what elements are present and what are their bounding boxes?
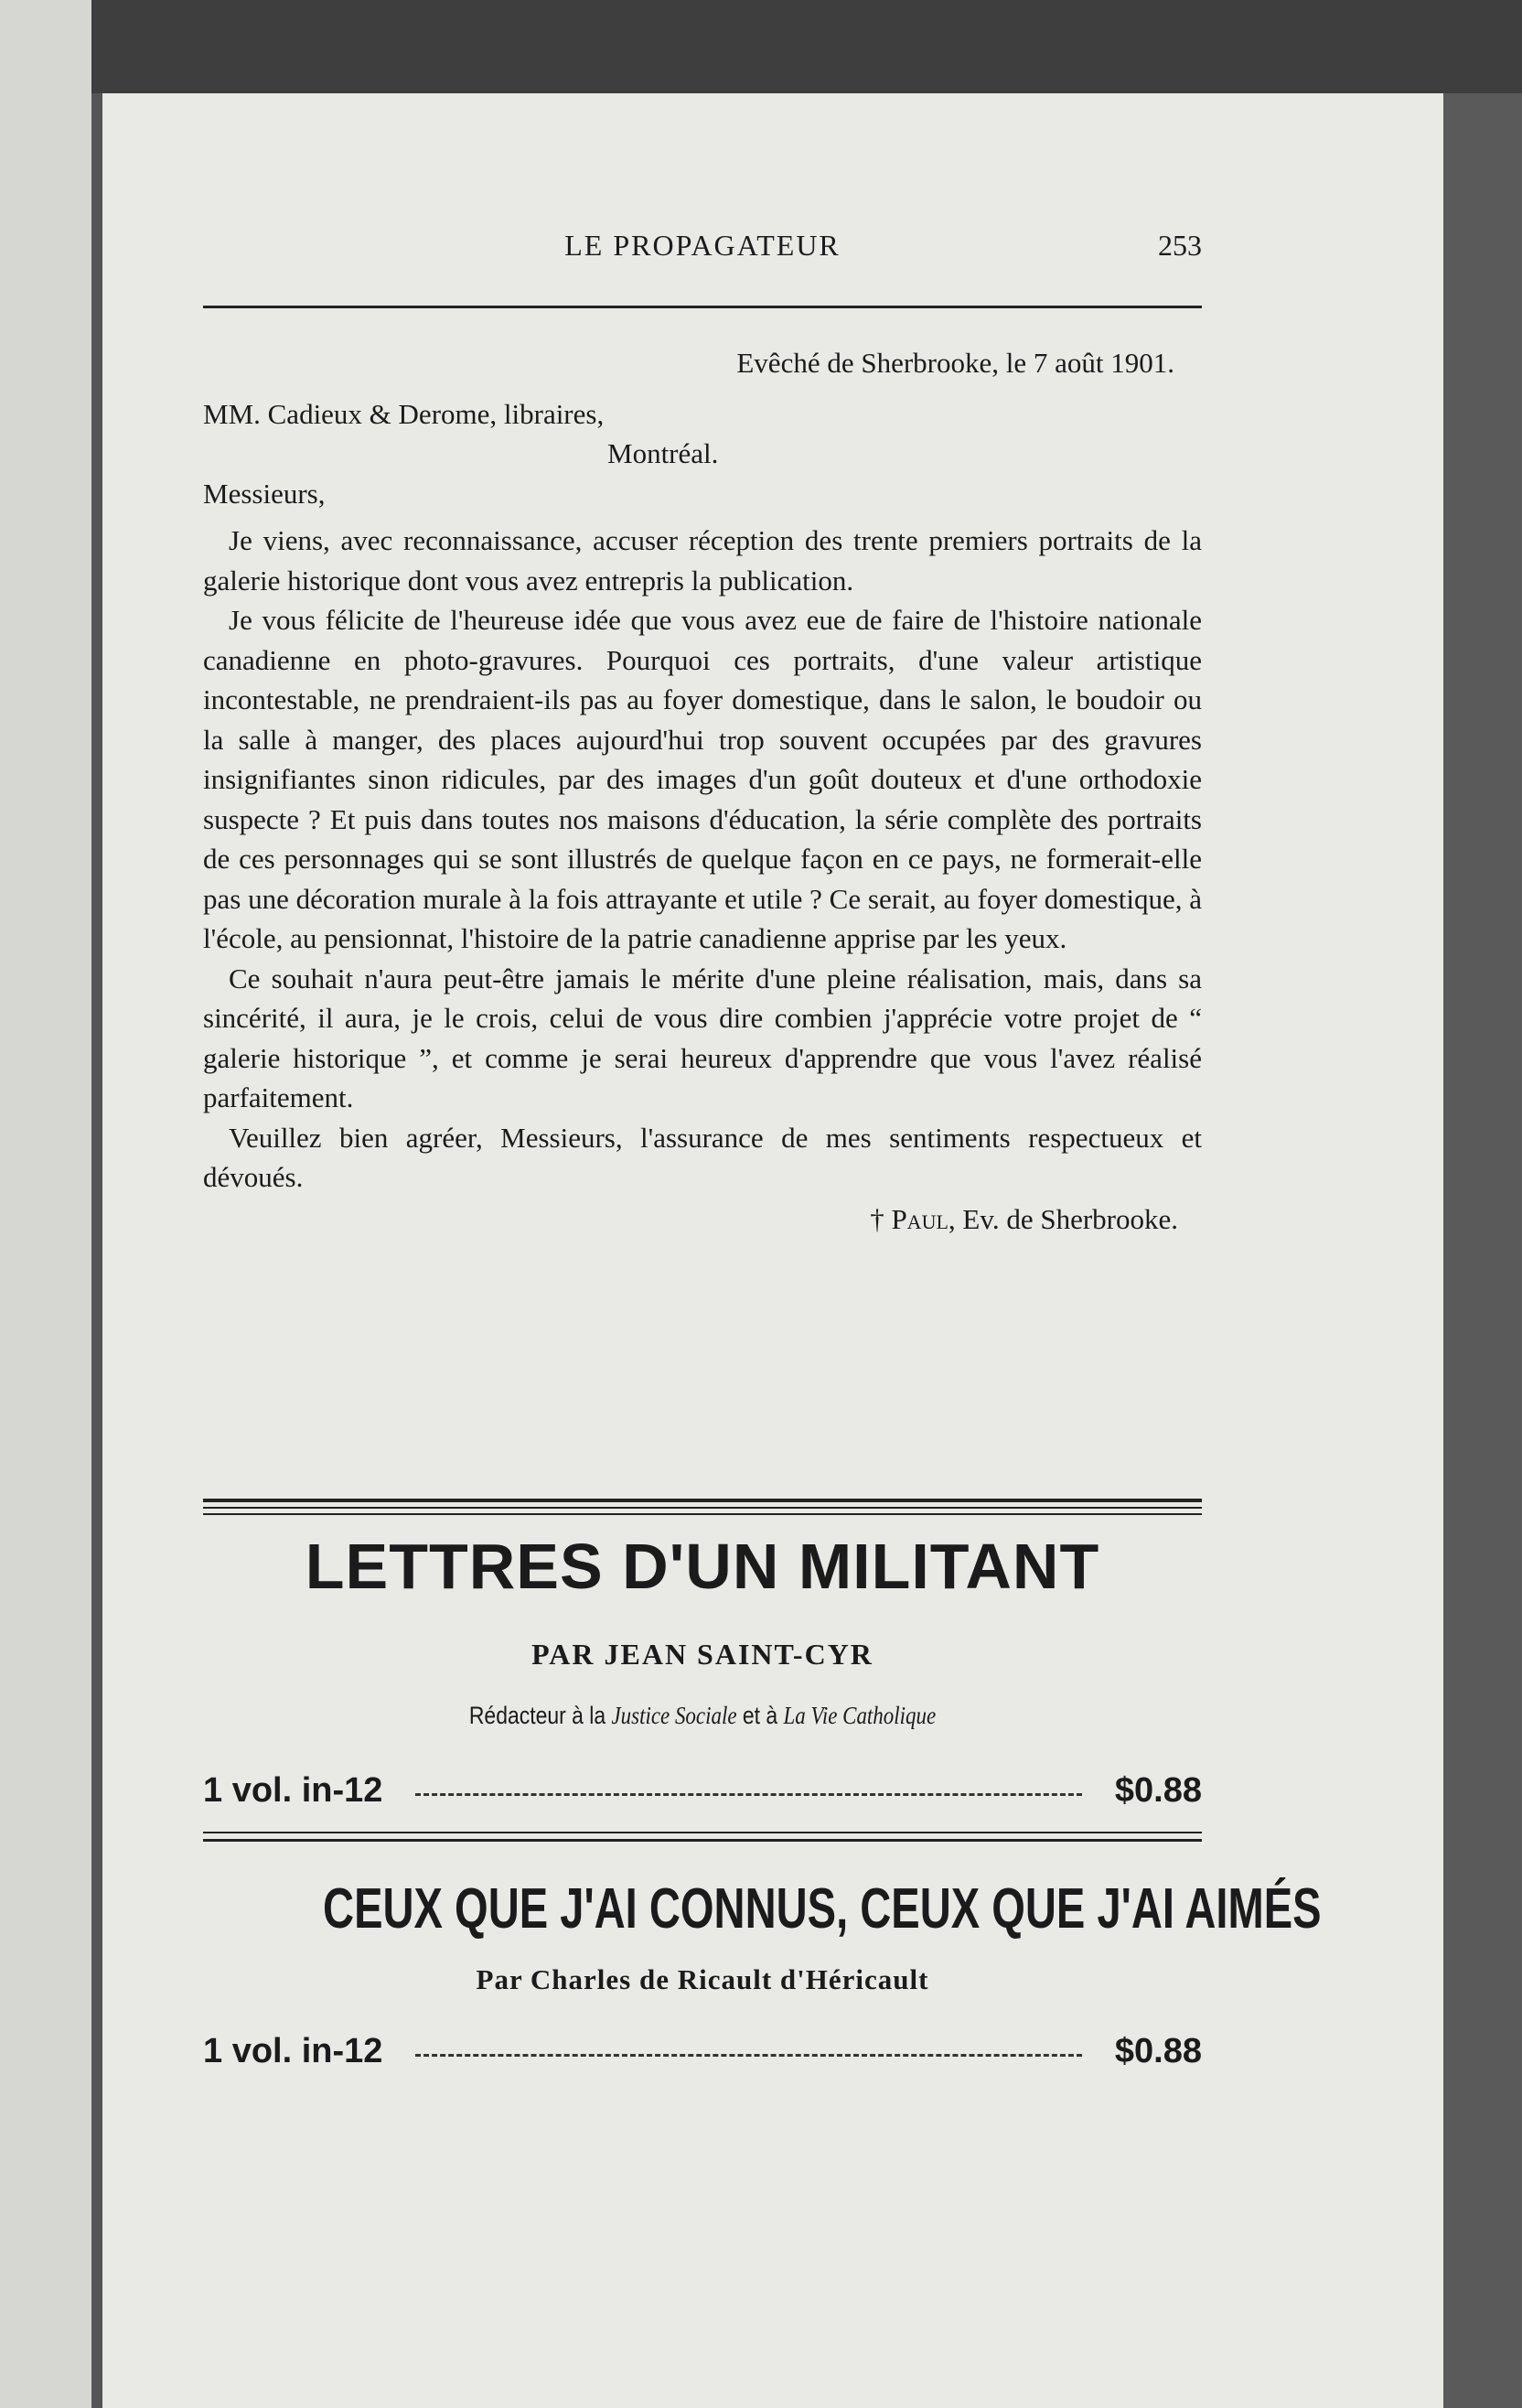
ad-price-line	[203, 1768, 1202, 1812]
dotted-leader	[415, 1793, 1082, 1796]
header-rule	[203, 306, 1202, 308]
book-price: $0.88	[1114, 2031, 1202, 2070]
ad-book-title: LETTRES D'UN MILITANT	[305, 1531, 1100, 1602]
letter-salutation: Messieurs,	[203, 477, 326, 510]
publication-name: Justice Sociale	[611, 1702, 737, 1729]
ad-book-subtitle	[278, 1702, 1127, 1730]
ad-separator-rule	[203, 1507, 1202, 1509]
running-header	[203, 229, 1202, 274]
signature-title: , Ev. de Sherbrooke.	[948, 1202, 1178, 1235]
cross-symbol: †	[870, 1202, 884, 1235]
ad-separator-rule	[203, 1499, 1202, 1502]
scan-left-background	[0, 0, 91, 2408]
ad-separator-rule	[203, 1832, 1202, 1833]
letter-paragraph: Ce souhait n'aura peut-être jamais le mérite d'une pleine réalisation, mais, dans sa sincérité, il aura, je le crois, celui de vous dire combien j'apprécie votre projet de “ galerie historique ”, et comme je serai heureux d'apprendre que vous l'avez réalisé parfaitement.	[203, 962, 1202, 1113]
publication-name: La Vie Catholique	[783, 1702, 937, 1729]
ad-separator-rule	[203, 1513, 1202, 1515]
ad-price-line	[203, 2029, 1202, 2073]
letter-paragraph: Veuillez bien agréer, Messieurs, l'assurance de mes sentiments respectueux et dévoués.	[203, 1121, 1202, 1193]
letter-signature	[203, 1199, 1202, 1240]
letter-city: Montréal.	[607, 437, 719, 469]
dotted-leader	[415, 2054, 1082, 2057]
ad-book-author: PAR JEAN SAINT-CYR	[531, 1638, 874, 1671]
letter-paragraph: Je viens, avec reconnaissance, accuser réception des trente premiers portraits de la galerie historique dont vous avez entrepris la publication.	[203, 524, 1202, 597]
letter-paragraph: Je vous félicite de l'heureuse idée que vous avez eue de faire de l'histoire nationale canadienne en photo-gravures. Pourquoi ces portraits, d'une valeur artistique incontestable, ne prendraient-ils pas au foyer domestique, dans le salon, le boudoir ou la salle à manger, des places aujourd'hui trop souvent occupées par des gravures insignifiantes sinon ridicules, par des images d'un goût douteux et d'une orthodoxie suspecte ? Et puis dans toutes nos maisons d'éducation, la série complète des portraits de ces personnages qui se sont illustrés de quelque façon en ce pays, ne formerait-elle pas une décoration murale à la fois attrayante et utile ? Ce serait, au foyer domestique, à l'école, au pensionnat, l'histoire de la patrie canadienne apprise par les yeux.	[203, 604, 1202, 954]
ad-book-title: CEUX QUE J'AI CONNUS, CEUX QUE J'AI AIMÉS	[323, 1877, 1322, 1940]
signature-name: Paul	[891, 1202, 949, 1235]
letter-addressee: MM. Cadieux & Derome, libraires,	[203, 397, 605, 430]
ad-book-author: Par Charles de Ricault d'Héricault	[476, 1963, 929, 1995]
subtitle-text: Rédacteur à la	[468, 1702, 612, 1729]
book-price: $0.88	[1114, 1770, 1202, 1810]
volume-format: 1 vol. in-12	[203, 2031, 383, 2070]
letter-dateline: Evêché de Sherbrooke, le 7 août 1901.	[736, 347, 1174, 379]
letter	[203, 343, 1202, 1239]
ad-separator-rule	[203, 1839, 1202, 1842]
subtitle-text: et à	[736, 1702, 784, 1729]
scan-right-background	[1443, 93, 1522, 2408]
journal-title: LE PROPAGATEUR	[564, 229, 841, 262]
volume-format: 1 vol. in-12	[203, 1770, 383, 1810]
page-number: 253	[1158, 229, 1202, 262]
